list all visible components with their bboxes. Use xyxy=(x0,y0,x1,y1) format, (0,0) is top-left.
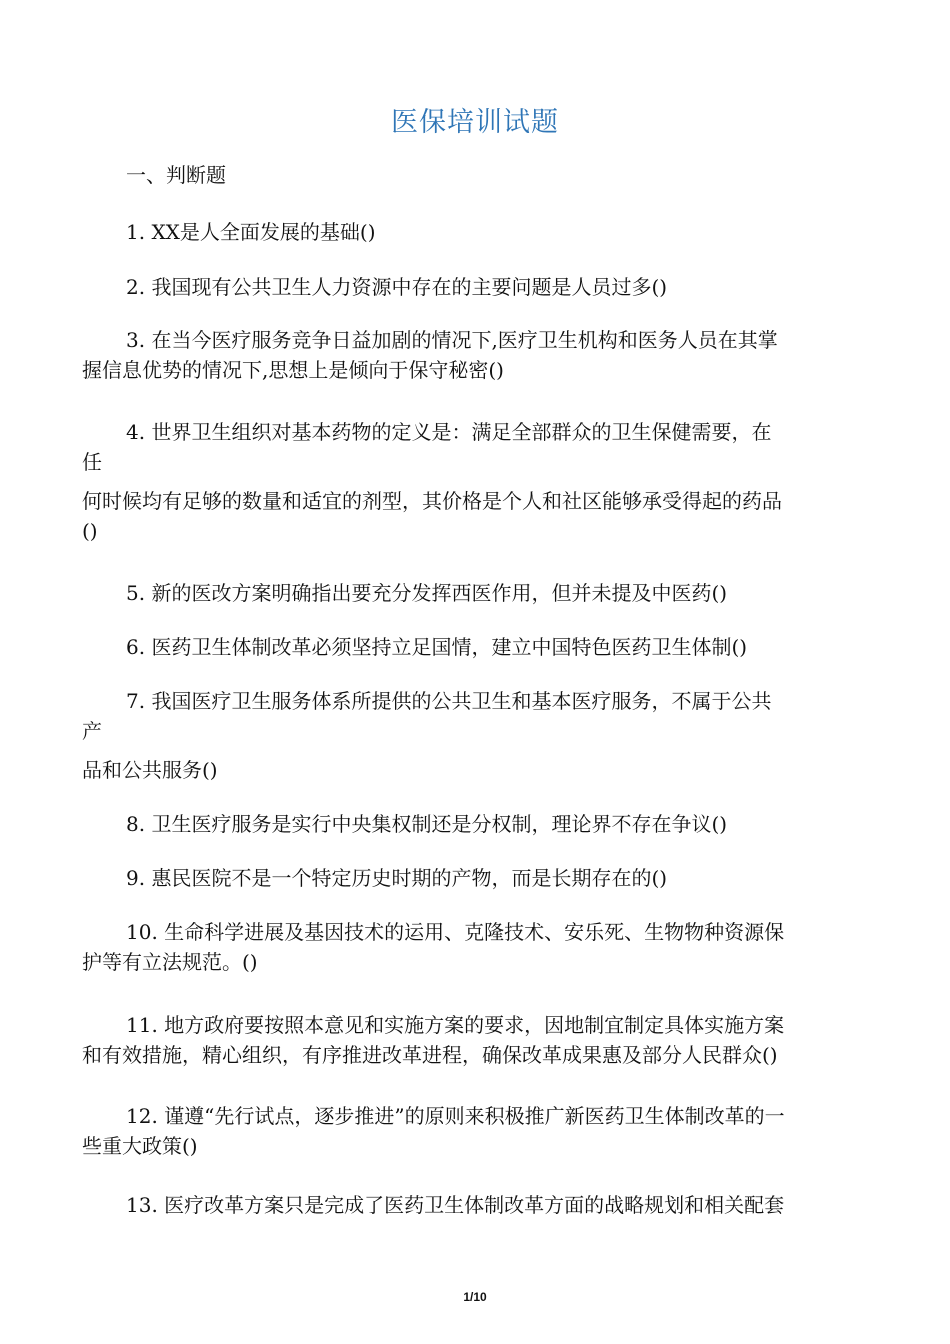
question-line: 9. 惠民医院不是一个特定历史时期的产物，而是长期存在的() xyxy=(126,866,668,890)
question-line: 11. 地方政府要按照本意见和实施方案的要求，因地制宜制定具体实施方案 xyxy=(126,1013,785,1037)
question-line: 2. 我国现有公共卫生人力资源中存在的主要问题是人员过多() xyxy=(126,275,668,299)
question-line: 和有效措施，精心组织，有序推进改革进程，确保改革成果惠及部分人民群众() xyxy=(82,1043,778,1067)
question-11 xyxy=(82,1010,867,1070)
question-line: 13. 医疗改革方案只是完成了医药卫生体制改革方面的战略规划和相关配套 xyxy=(126,1193,785,1217)
question-4 xyxy=(82,417,867,546)
question-line: 些重大政策() xyxy=(82,1134,198,1158)
question-line: 6. 医药卫生体制改革必须坚持立足国情，建立中国特色医药卫生体制() xyxy=(126,635,748,659)
question-line: 3. 在当今医疗服务竞争日益加剧的情况下,医疗卫生机构和医务人员在其掌 xyxy=(126,328,778,352)
question-7 xyxy=(82,686,867,785)
question-1 xyxy=(82,217,867,247)
question-line: 4. 世界卫生组织对基本药物的定义是：满足全部群众的卫生保健需要，在 xyxy=(126,420,772,444)
question-5 xyxy=(82,578,867,608)
question-10 xyxy=(82,917,867,977)
question-2 xyxy=(82,272,867,302)
question-line: 品和公共服务() xyxy=(82,758,218,782)
question-line: 12. 谨遵“先行试点，逐步推进”的原则来积极推广新医药卫生体制改革的一 xyxy=(126,1104,785,1128)
question-13 xyxy=(82,1190,867,1220)
question-line: 10. 生命科学进展及基因技术的运用、克隆技术、安乐死、生物物种资源保 xyxy=(126,920,785,944)
question-6 xyxy=(82,632,867,662)
question-3 xyxy=(82,325,867,385)
page-number: 1/10 xyxy=(463,1290,487,1304)
question-9 xyxy=(82,863,867,893)
question-line: 护等有立法规范。() xyxy=(82,950,258,974)
question-line: 何时候均有足够的数量和适宜的剂型，其价格是个人和社区能够承受得起的药品 xyxy=(82,489,782,513)
question-12 xyxy=(82,1101,867,1161)
question-line: () xyxy=(82,519,98,543)
question-line: 任 xyxy=(82,450,102,474)
question-line: 7. 我国医疗卫生服务体系所提供的公共卫生和基本医疗服务，不属于公共 xyxy=(126,689,772,713)
question-line: 5. 新的医改方案明确指出要充分发挥西医作用，但并未提及中医药() xyxy=(126,581,728,605)
document-title: 医保培训试题 xyxy=(391,107,559,138)
question-line: 产 xyxy=(82,719,102,743)
question-8 xyxy=(82,809,867,839)
section-heading: 一、判断题 xyxy=(126,163,226,187)
question-line: 8. 卫生医疗服务是实行中央集权制还是分权制，理论界不存在争议() xyxy=(126,812,728,836)
question-line: 1. XX是人全面发展的基础() xyxy=(126,220,376,244)
question-line: 握信息优势的情况下,思想上是倾向于保守秘密() xyxy=(82,358,504,382)
